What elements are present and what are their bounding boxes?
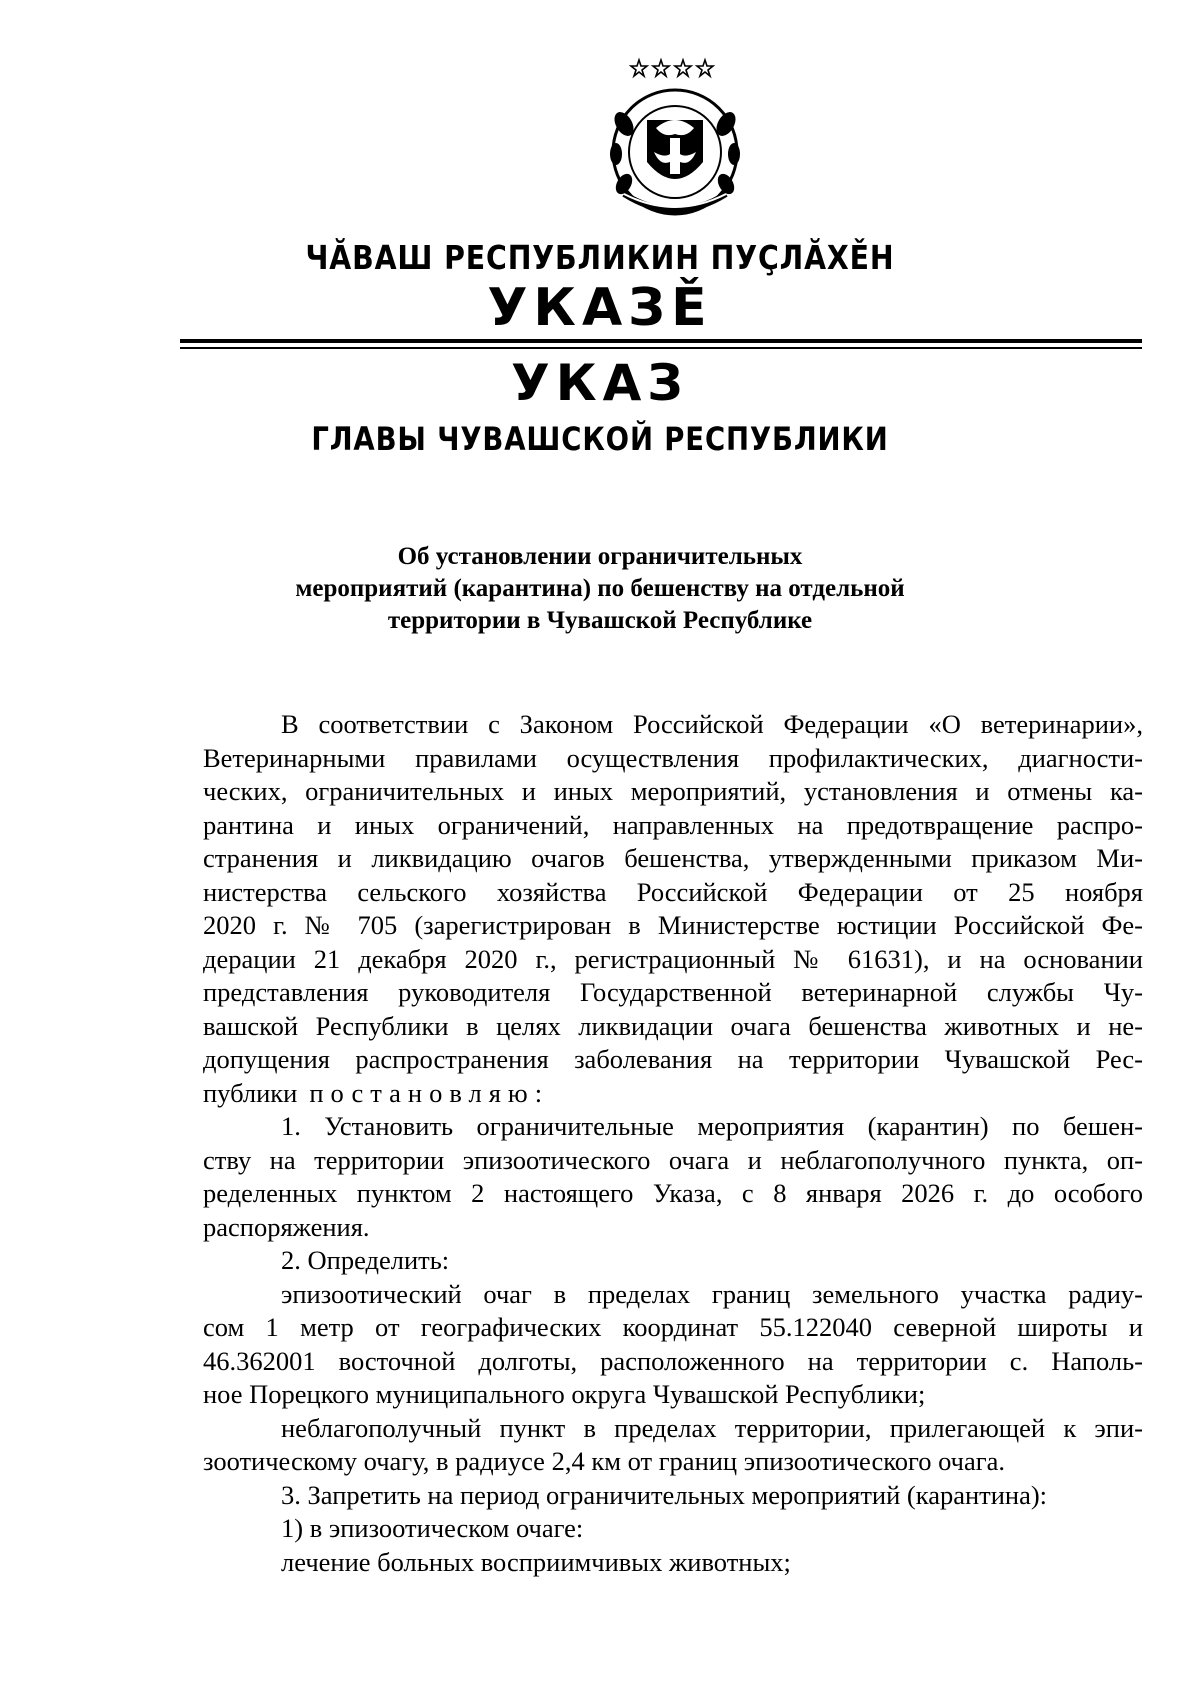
body-line: 1. Установить ограничительные мероприятия (карантин) по бешен- [281, 1111, 1143, 1141]
body-line: 3. Запретить на период ограничительных мероприятий (карантина): [281, 1479, 1048, 1510]
title-line: мероприятий (карантина) по бешенству на отдельной [295, 575, 905, 602]
body-line: дерации 21 декабря 2020 г., регистрационный № 61631), и на основании [203, 943, 1143, 974]
body-line: допущения распространения заболевания на территории Чувашской Рес- [203, 1044, 1143, 1074]
document-title [0, 541, 1200, 637]
body-line: рантина и иных ограничений, направленных на предотвращение распро- [203, 809, 1143, 840]
document-body [203, 708, 1143, 1579]
body-line: ству на территории эпизоотического очага и неблагополучного пункта, оп- [203, 1144, 1143, 1175]
body-line: лечение больных восприимчивых животных; [281, 1546, 791, 1577]
russian-header-decree: УКАЗ [511, 354, 689, 412]
decree-verb: постановляю: [309, 1077, 550, 1108]
body-line: 1) в эпизоотическом очаге: [281, 1513, 584, 1543]
body-line: неблагополучный пункт в пределах территории, прилегающей к эпи- [281, 1412, 1143, 1443]
body-line: эпизоотический очаг в пределах границ земельного участка радиу- [281, 1278, 1143, 1309]
body-line: представления руководителя Государственной ветеринарной службы Чу- [203, 977, 1143, 1007]
coat-of-arms-icon [594, 54, 756, 222]
body-line: распоряжения. [203, 1211, 370, 1242]
body-line: вашской Республики в целях ликвидации очага бешенства животных и не- [203, 1010, 1143, 1041]
body-line: нистерства сельского хозяйства Российской Федерации от 25 ноября [203, 876, 1143, 907]
chuvash-header-decree: УКАЗĚ [487, 278, 713, 338]
title-line: Об установлении ограничительных [397, 543, 803, 570]
body-line: 2. Определить: [281, 1245, 450, 1275]
body-line: 2020 г. № 705 (зарегистрирован в Министерстве юстиции Российской Фе- [203, 910, 1143, 940]
header-divider-thin [180, 347, 1142, 349]
body-line: ческих, ограничительных и иных мероприятий, установления и отмены ка- [203, 776, 1143, 806]
title-line: территории в Чувашской Республике [387, 607, 813, 634]
body-line: ределенных пунктом 2 настоящего Указа, с 8 января 2026 г. до особого [203, 1178, 1143, 1208]
chuvash-header-line: ЧĂВАШ РЕСПУБЛИКИН ПУÇЛĂХĚН [305, 238, 895, 277]
body-line: 46.362001 восточной долготы, расположенного на территории с. Наполь- [203, 1345, 1143, 1376]
body-line: В соответствии с Законом Российской Федерации «О ветеринарии», [281, 709, 1143, 739]
body-line: зоотическому очагу, в радиусе 2,4 км от границ эпизоотического очага. [203, 1446, 1005, 1476]
body-line: Ветеринарными правилами осуществления профилактических, диагности- [203, 742, 1143, 773]
body-line [203, 1077, 1143, 1111]
body-line: странения и ликвидацию очагов бешенства, утвержденными приказом Ми- [203, 843, 1143, 873]
body-line: ное Порецкого муниципального округа Чувашской Республики; [203, 1379, 926, 1409]
header-divider-thick [180, 339, 1142, 343]
body-text: публики [203, 1077, 298, 1108]
russian-header-line: ГЛАВЫ ЧУВАШСКОЙ РЕСПУБЛИКИ [311, 420, 889, 458]
body-line: сом 1 метр от географических координат 55.122040 северной широты и [203, 1312, 1143, 1342]
